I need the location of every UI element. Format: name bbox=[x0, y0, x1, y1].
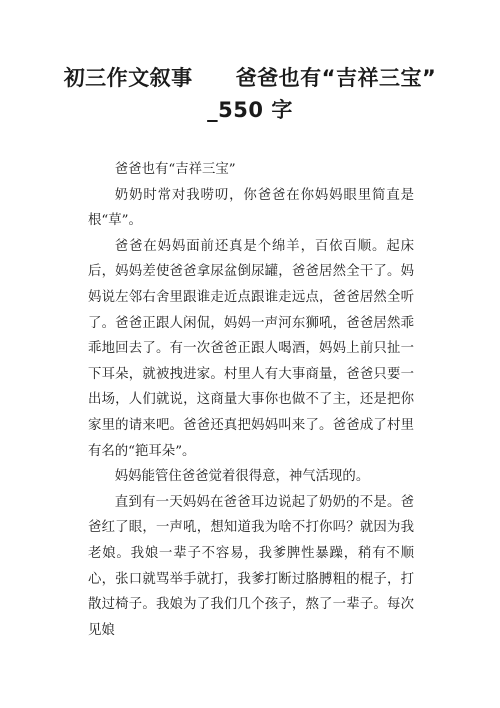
title-line-2: _550 字 bbox=[207, 98, 293, 122]
document-body bbox=[88, 157, 414, 643]
paragraph: 爸爸在妈妈面前还真是个绵羊，百依百顺。起床后，妈妈差使爸爸拿尿盆倒尿罐，爸爸居然全干了。妈妈说左邻右舍里跟谁走近点跟谁走远点，爸爸居然全听了。爸爸正跟人闲侃，妈妈一声河东狮吼，爸爸居然乖乖地回去了。有一次爸爸正跟人喝酒，妈妈上前只扯一下耳朵，就被拽进家。村里人有大事商量，爸爸只要一出场，人们就说，这商量大事你也做不了主，还是把你家里的请来吧。爸爸还真把妈妈叫来了。爸爸成了村里有名的“筢耳朵”。 bbox=[88, 238, 414, 459]
document-title bbox=[40, 62, 460, 126]
paragraph: 爸爸也有“吉祥三宝” bbox=[114, 162, 236, 177]
paragraph: 奶奶时常对我唠叨，你爸爸在你妈妈眼里简直是根“草”。 bbox=[88, 187, 414, 229]
title-line-1: 初三作文叙事 爸爸也有“吉祥三宝” bbox=[63, 66, 437, 90]
paragraph: 直到有一天妈妈在爸爸耳边说起了奶奶的不是。爸爸红了眼，一声吼，想知道我为啥不打你吗？就因为我老娘。我娘一辈子不容易，我爹脾性暴躁，稍有不顺心，张口就骂举手就打，我爹打断过胳膊粗的棍子，打散过椅子。我娘为了我们几个孩子，熬了一辈子。每次见娘 bbox=[88, 494, 414, 638]
paragraph: 妈妈能管住爸爸觉着很得意，神气活现的。 bbox=[114, 469, 370, 485]
